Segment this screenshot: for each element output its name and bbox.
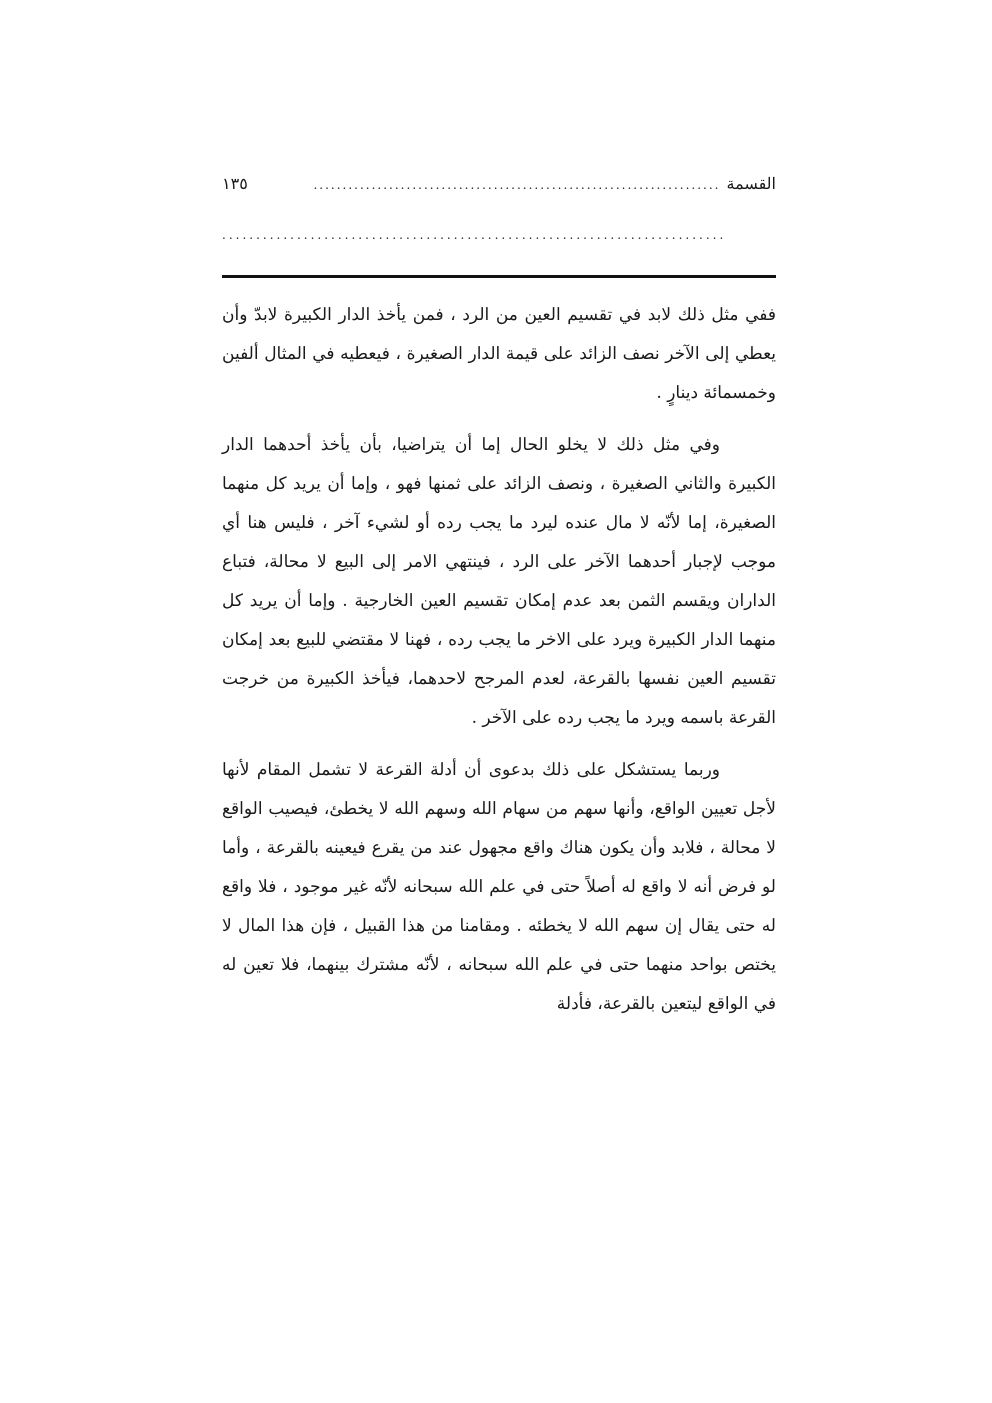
- body-text: [222, 296, 776, 1037]
- paragraph-3: وربما يستشكل على ذلك بدعوى أن أدلة القرعة لا تشمل المقام لأنها لأجل تعيين الواقع، وأنها سهم من سهام الله وسهم الله لا يخطئ، فيصيب الواقع لا محالة ، فلابد وأن يكون هناك واقع مجهول عند من يقرع فيعينه بالقرعة ، وأما لو فرض أنه لا واقع له أصلاً حتى في علم الله سبحانه لأنّه غير موجود ، فلا واقع له حتى يقال إن سهم الله لا يخطئه . ومقامنا من هذا القبيل ، فإن هذا المال لا يختص بواحد منهما حتى في علم الله سبحانه ، لأنّه مشترك بينهما، فلا تعين له في الواقع ليتعين بالقرعة، فأدلة: [222, 760, 776, 1014]
- paragraph-2: وفي مثل ذلك لا يخلو الحال إما أن يتراضيا، بأن يأخذ أحدهما الدار الكبيرة والثاني الصغيرة ، ونصف الزائد على ثمنها فهو ، وإما أن يريد كل منهما الصغيرة، إما لأنّه لا مال عنده ليرد ما يجب رده أو لشيء آخر ، فليس هنا أي موجب لإجبار أحدهما الآخر على الرد ، فينتهي الامر إلى البيع لا محالة، فتباع الداران ويقسم الثمن بعد عدم إمكان تقسيم العين الخارجية . وإما أن يريد كل منهما الدار الكبيرة ويرد على الاخر ما يجب رده ، فهنا لا مقتضي للبيع بعد إمكان تقسيم العين نفسها بالقرعة، لعدم المرجح لاحدهما، فيأخذ الكبيرة من خرجت القرعة باسمه ويرد ما يجب رده على الآخر .: [222, 435, 776, 728]
- page-number: ١٣٥: [222, 174, 248, 193]
- header-leader-dots: ......................................................................: [313, 178, 721, 192]
- paragraph-1: ففي مثل ذلك لابد في تقسيم العين من الرد ، فمن يأخذ الدار الكبيرة لابدّ وأن يعطي إلى الآخر نصف الزائد على قيمة الدار الصغيرة ، فيعطيه في المثال ألفين وخمسمائة دينارٍ .: [222, 305, 776, 403]
- running-header: [222, 174, 776, 198]
- dotted-separator: ..........................................................................: [222, 228, 727, 242]
- chapter-title: القسمة: [726, 174, 776, 193]
- header-rule: [222, 275, 776, 278]
